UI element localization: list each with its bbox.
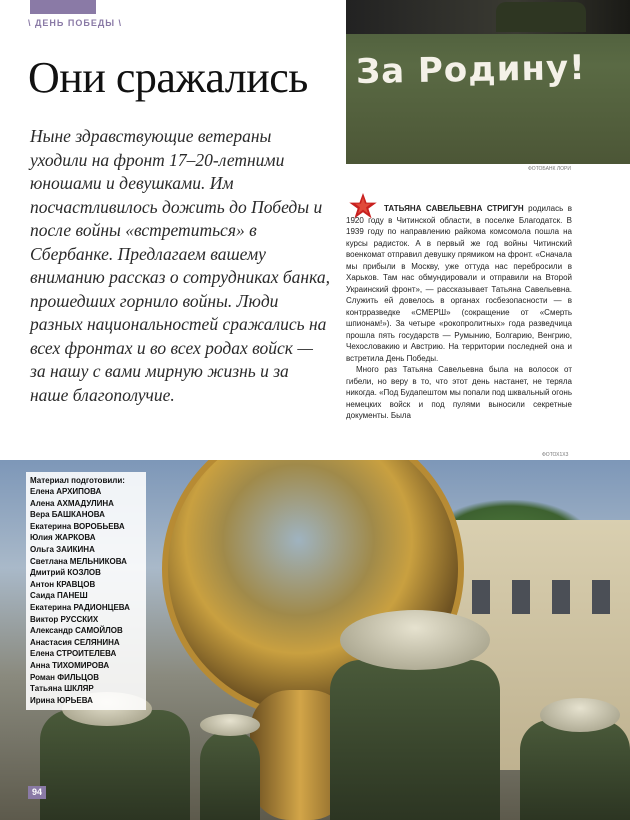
article-paragraph (346, 203, 572, 364)
credits-person: Алена АХМАДУЛИНА (30, 498, 114, 508)
credits-person: Елена АРХИПОВА (30, 487, 102, 496)
top-photo-credit: ФОТОБАНК ЛОРИ (528, 166, 571, 172)
soldier-cap (340, 610, 490, 670)
soldier-coat (40, 710, 190, 820)
credits-person: Антон КРАВЦОВ (30, 579, 96, 589)
credits-person: Татьяна ШКЛЯР (30, 684, 94, 694)
building-window (472, 580, 490, 614)
soldier-coat (520, 720, 630, 820)
section-label: \ ДЕНЬ ПОБЕДЫ \ (28, 18, 123, 28)
veteran-name: ТАТЬЯНА САВЕЛЬЕВНА СТРИГУН (384, 204, 524, 213)
soldier-cap (540, 698, 620, 732)
credits-person: Вера БАШКАНОВА (30, 510, 105, 520)
credits-person: Саида ПАНЕШ (30, 591, 88, 601)
credits-person: Виктор РУССКИХ (30, 614, 99, 624)
credits-person: Екатерина РАДИОНЦЕВА (30, 602, 130, 612)
tank-turret (496, 2, 586, 32)
credits-person: Анна ТИХОМИРОВА (30, 660, 110, 670)
article-paragraph-body: родилась в 1920 году в Читинской области, в поселке Благодатск. В 1939 году по направлению райкома комсомола пошла на курсы радисток. А в первый же год войны Читинский военкомат отправил девушку прямиком на фронт. «Сначала мы прибыли в Москву, уже оттуда нас перебросили в Харьков. Там нас обмундировали и отправили на Второй Украинский фронт», — рассказывает Татьяна Савельевна. Служить ей довелось в органах госбезопасности — в контрразведке «СМЕРШ» (сокращение от «Смерть шпионам!»). За четыре «рокопролитных» года разведчица прошла пять государств — Румынию, Болгарию, Венгрию, Чехословакию и Австрию. На территории последней она и встретила День Победы. (346, 204, 572, 363)
photo-background (346, 0, 630, 34)
credits-person: Елена СТРОИТЕЛЕВА (30, 649, 117, 659)
bottom-photo-credit: ФОТОХ1X3 (542, 452, 569, 458)
credits-person: Юлия ЖАРКОВА (30, 533, 96, 543)
credits-person: Анастасия СЕЛЯНИНА (30, 637, 120, 647)
headline: Они сражались (28, 53, 308, 102)
article-paragraph: Много раз Татьяна Савельевна была на волосок от гибели, но веру в то, что этот день настанет, не теряла никогда. «Под Будапештом мы попали под шквальный огонь немецких войск и под пулями выносили секретные документы. Была (346, 365, 572, 420)
credits-person: Роман ФИЛЬЦОВ (30, 672, 100, 682)
section-tab-bar (30, 0, 96, 14)
intro-text: Ныне здравствующие ветераны уходили на фронт 17–20-летними юношами и девушками. Им посчастливилось дожить до Победы и после войны «встретиться» в Сбербанке. Предлагаем вашему вниманию рассказ о сотрудниках банка, прошедших горнило войны. Люди разных национальностей сражались на всех фронтах и во всех родах войск — за нашу с вами мирную жизнь и за наше благополучие. (30, 126, 330, 405)
credits-person: Ольга ЗАИКИНА (30, 544, 95, 554)
soldier-coat (200, 730, 260, 820)
credits-person: Ирина ЮРЬЕВА (30, 695, 93, 705)
credits-title: Материал подготовили: (30, 476, 125, 485)
page-number: 94 (28, 786, 46, 799)
credits-box (26, 472, 146, 710)
building-window (592, 580, 610, 614)
tank-slogan: За Родину! (355, 47, 586, 93)
credits-person: Светлана МЕЛЬНИКОВА (30, 556, 127, 566)
tank-photo (346, 0, 630, 164)
building-window (512, 580, 530, 614)
credits-person: Александр САМОЙЛОВ (30, 626, 123, 636)
credits-person: Екатерина ВОРОБЬЕВА (30, 521, 125, 531)
building-window (552, 580, 570, 614)
article-text (346, 203, 572, 422)
credits-person: Дмитрий КОЗЛОВ (30, 568, 101, 578)
soldier-cap (200, 714, 260, 736)
soldier-coat (330, 660, 500, 820)
